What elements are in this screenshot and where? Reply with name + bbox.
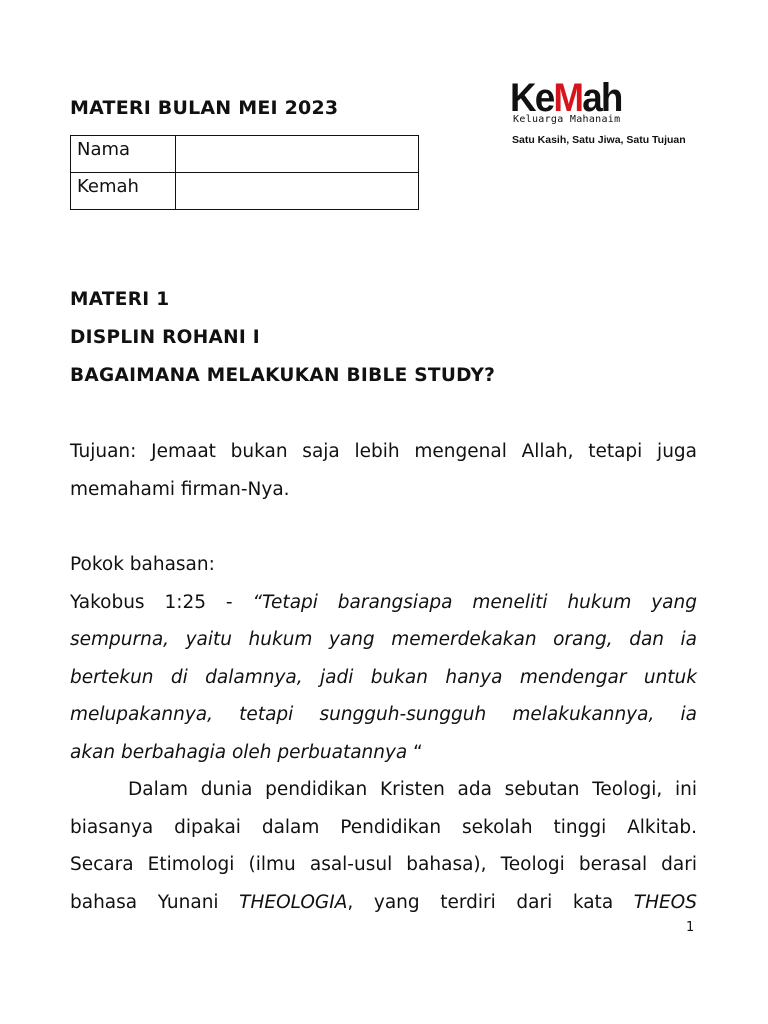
quote-line-2 bbox=[70, 621, 697, 659]
logo-word-part2: M bbox=[553, 76, 583, 120]
quote-text-1: “Tetapi barangsiapa meneliti hukum yang bbox=[252, 591, 697, 613]
form-label-kemah: Kemah bbox=[71, 173, 176, 210]
body-line-2: biasanya dipakai dalam Pendidikan sekolah tinggi Alkitab. bbox=[70, 816, 697, 838]
quote-line-3 bbox=[70, 659, 697, 697]
identity-form-table bbox=[70, 135, 419, 210]
quote-line-1 bbox=[70, 584, 697, 622]
heading-question: BAGAIMANA MELAKUKAN BIBLE STUDY? bbox=[70, 365, 496, 386]
body-line-3: Secara Etimologi (ilmu asal-usul bahasa), Teologi berasal dari bbox=[70, 854, 697, 875]
quote-close: “ bbox=[407, 741, 423, 763]
pokok-paragraph bbox=[70, 546, 697, 771]
body-line-4c: , yang terdiri dari kata bbox=[347, 891, 634, 913]
heading-materi: MATERI 1 bbox=[70, 289, 170, 310]
logo-subtitle: Keluarga Mahanaim bbox=[513, 114, 621, 125]
quote-line-4 bbox=[70, 696, 697, 734]
kemah-logo bbox=[510, 78, 710, 158]
tujuan-paragraph bbox=[70, 433, 697, 508]
form-label-nama: Nama bbox=[71, 136, 176, 173]
tujuan-line-2: memahami firman-Nya. bbox=[70, 478, 290, 500]
body-line-4a: bahasa Yunani bbox=[70, 891, 240, 913]
term-theos: THEOS bbox=[633, 891, 697, 913]
quote-text-5: akan berbahagia oleh perbuatannya bbox=[70, 741, 408, 763]
document-title: MATERI BULAN MEI 2023 bbox=[70, 97, 339, 119]
quote-text-3: bertekun di dalamnya, jadi bukan hanya mendengar untuk bbox=[70, 666, 697, 688]
form-field-kemah[interactable] bbox=[176, 173, 419, 210]
pokok-label: Pokok bahasan: bbox=[70, 554, 215, 575]
form-row-nama bbox=[71, 136, 419, 173]
logo-tagline: Satu Kasih, Satu Jiwa, Satu Tujuan bbox=[512, 134, 686, 146]
quote-text-2: sempurna, yaitu hukum yang memerdekakan orang, dan ia bbox=[70, 629, 697, 650]
form-field-nama[interactable] bbox=[176, 136, 419, 173]
tujuan-line-1: Tujuan: Jemaat bukan saja lebih mengenal Allah, tetapi juga bbox=[70, 441, 697, 462]
term-theologia: THEOLOGIA bbox=[239, 891, 348, 913]
page-number: 1 bbox=[686, 920, 695, 935]
body-line-1: Dalam dunia pendidikan Kristen ada sebutan Teologi, ini bbox=[128, 779, 697, 800]
quote-line-5 bbox=[70, 734, 697, 772]
quote-text-4: melupakannya, tetapi sungguh-sungguh melakukannya, ia bbox=[70, 704, 697, 725]
body-line-4 bbox=[70, 884, 697, 922]
form-row-kemah bbox=[71, 173, 419, 210]
body-paragraph bbox=[70, 771, 697, 921]
logo-word-part1: Ke bbox=[510, 76, 554, 120]
logo-wordmark bbox=[510, 78, 621, 118]
scripture-reference: Yakobus 1:25 - bbox=[70, 591, 253, 613]
heading-topic: DISPLIN ROHANI I bbox=[70, 327, 260, 348]
logo-word-part3: ah bbox=[582, 76, 622, 120]
